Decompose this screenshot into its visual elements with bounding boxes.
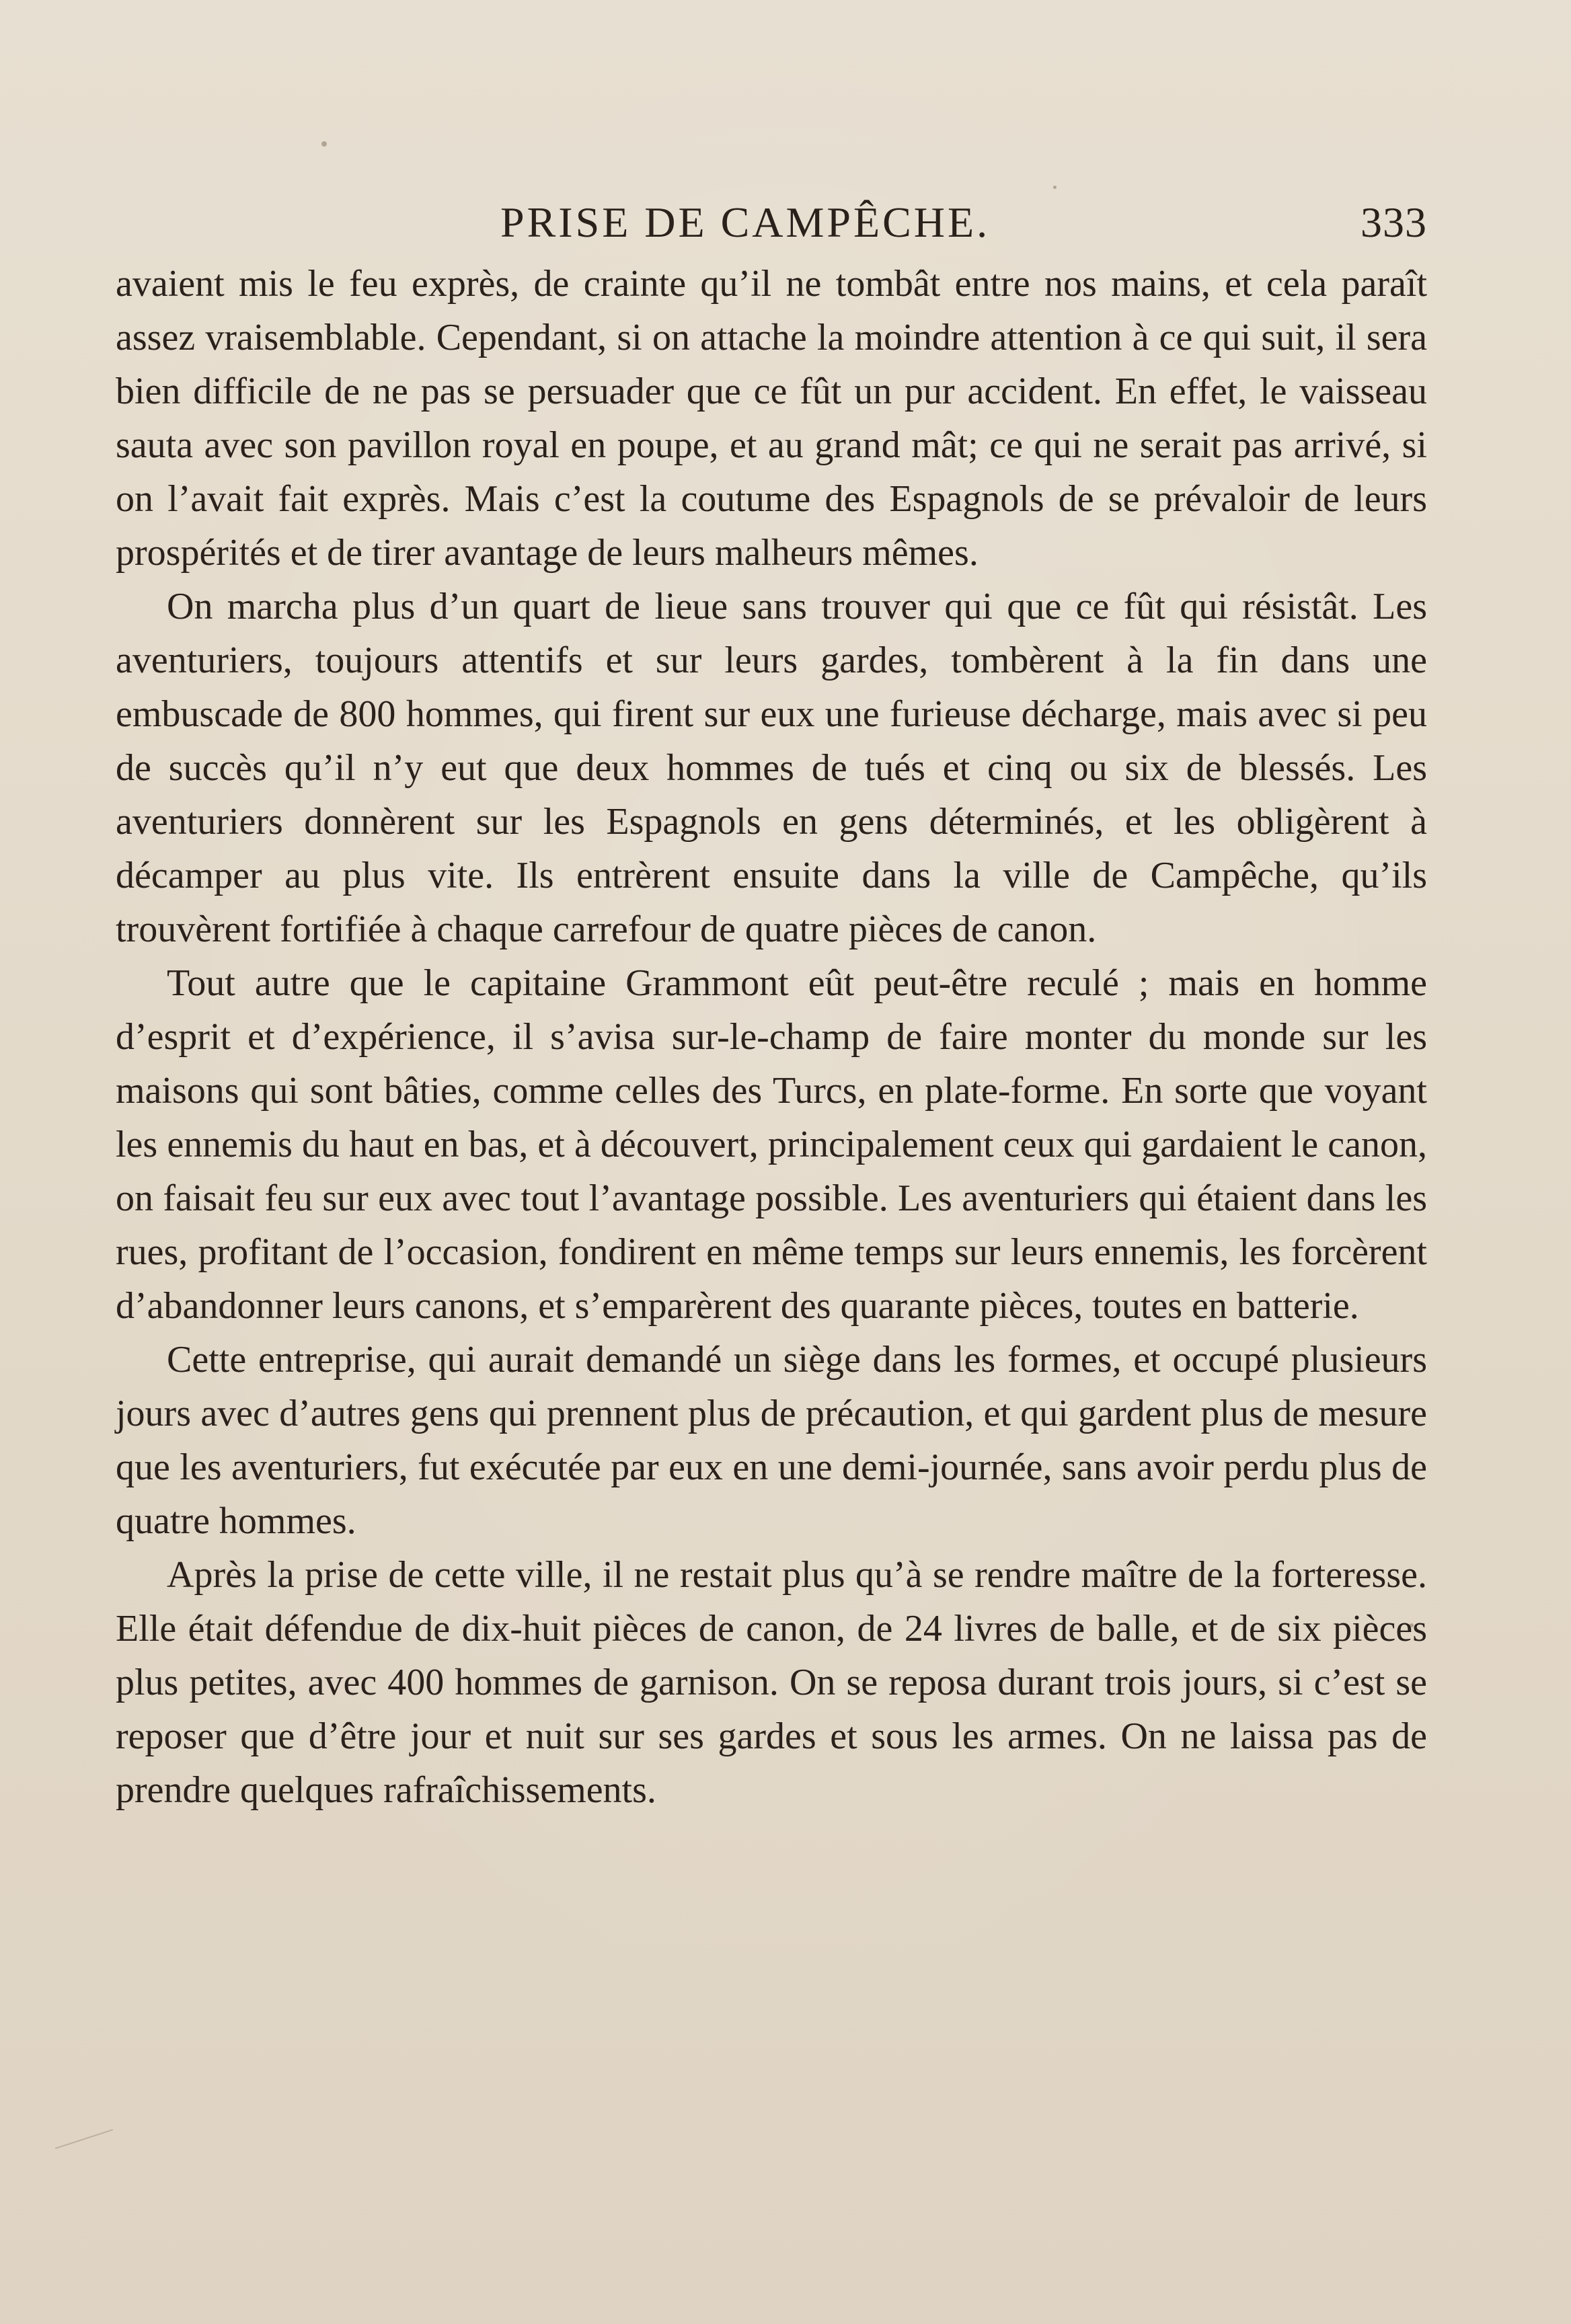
paragraph: Après la prise de cette ville, il ne restait plus qu’à se rendre maître de la forteresse. Elle était défendue de dix-huit pièces de canon, de 24 livres de balle, et de six pièces plus petites, avec 400 hommes de garnison. On se reposa durant trois jours, si c’est se reposer que d’être jour et nuit sur ses gardes et sous les armes. On ne laissa pas de prendre quelques rafraîchissements. [116, 1554, 1427, 1811]
page-header [116, 192, 1427, 253]
paragraph: On marcha plus d’un quart de lieue sans trouver qui que ce fût qui résistât. Les aventuriers, toujours attentifs et sur leurs gardes, tombèrent à la fin dans une embuscade de 800 hommes, qui firent sur eux une furieuse décharge, mais avec si peu de succès qu’il n’y eut que deux hommes de tués et cinq ou six de blessés. Les aventuriers donnèrent sur les Espagnols en gens déterminés, et les obligèrent à décamper au plus vite. Ils entrèrent ensuite dans la ville de Campêche, qu’ils trouvèrent fortifiée à chaque carrefour de quatre pièces de canon. [116, 586, 1427, 950]
body-text [116, 257, 1427, 1817]
paragraph-continued: avaient mis le feu exprès, de crainte qu’il ne tombât entre nos mains, et cela paraît assez vraisemblable. Cependant, si on attache la moindre attention à ce qui suit, il sera bien difficile de ne pas se persuader que ce fût un pur accident. En effet, le vaisseau sauta avec son pavillon royal en poupe, et au grand mât; ce qui ne serait pas arrivé, si on l’avait fait exprès. Mais c’est la coutume des Espagnols de se prévaloir de leurs prospérités et de tirer avantage de leurs malheurs mêmes. [116, 263, 1427, 574]
paragraph: Cette entreprise, qui aurait demandé un siège dans les formes, et occupé plusieurs jours avec d’autres gens qui prennent plus de précaution, et qui gardent plus de mesure que les aventuriers, fut exécutée par eux en une demi-journée, sans avoir perdu plus de quatre hommes. [116, 1339, 1427, 1542]
running-head: PRISE DE CAMPÊCHE. [500, 198, 991, 246]
paper-speck [1053, 186, 1057, 189]
paper-speck [321, 141, 327, 147]
page-number: 333 [1361, 198, 1427, 246]
paragraph: Tout autre que le capitaine Grammont eût peut-être reculé ; mais en homme d’esprit et d’expérience, il s’avisa sur-le-champ de faire monter du monde sur les maisons qui sont bâties, comme celles des Turcs, en plate-forme. En sorte que voyant les ennemis du haut en bas, et à découvert, principalement ceux qui gardaient le canon, on faisait feu sur eux avec tout l’avantage possible. Les aventuriers qui étaient dans les rues, profitant de l’occasion, fondirent en même temps sur leurs ennemis, les forcèrent d’abandonner leurs canons, et s’emparèrent des quarante pièces, toutes en batterie. [116, 962, 1427, 1327]
paper-mark [55, 2129, 113, 2149]
